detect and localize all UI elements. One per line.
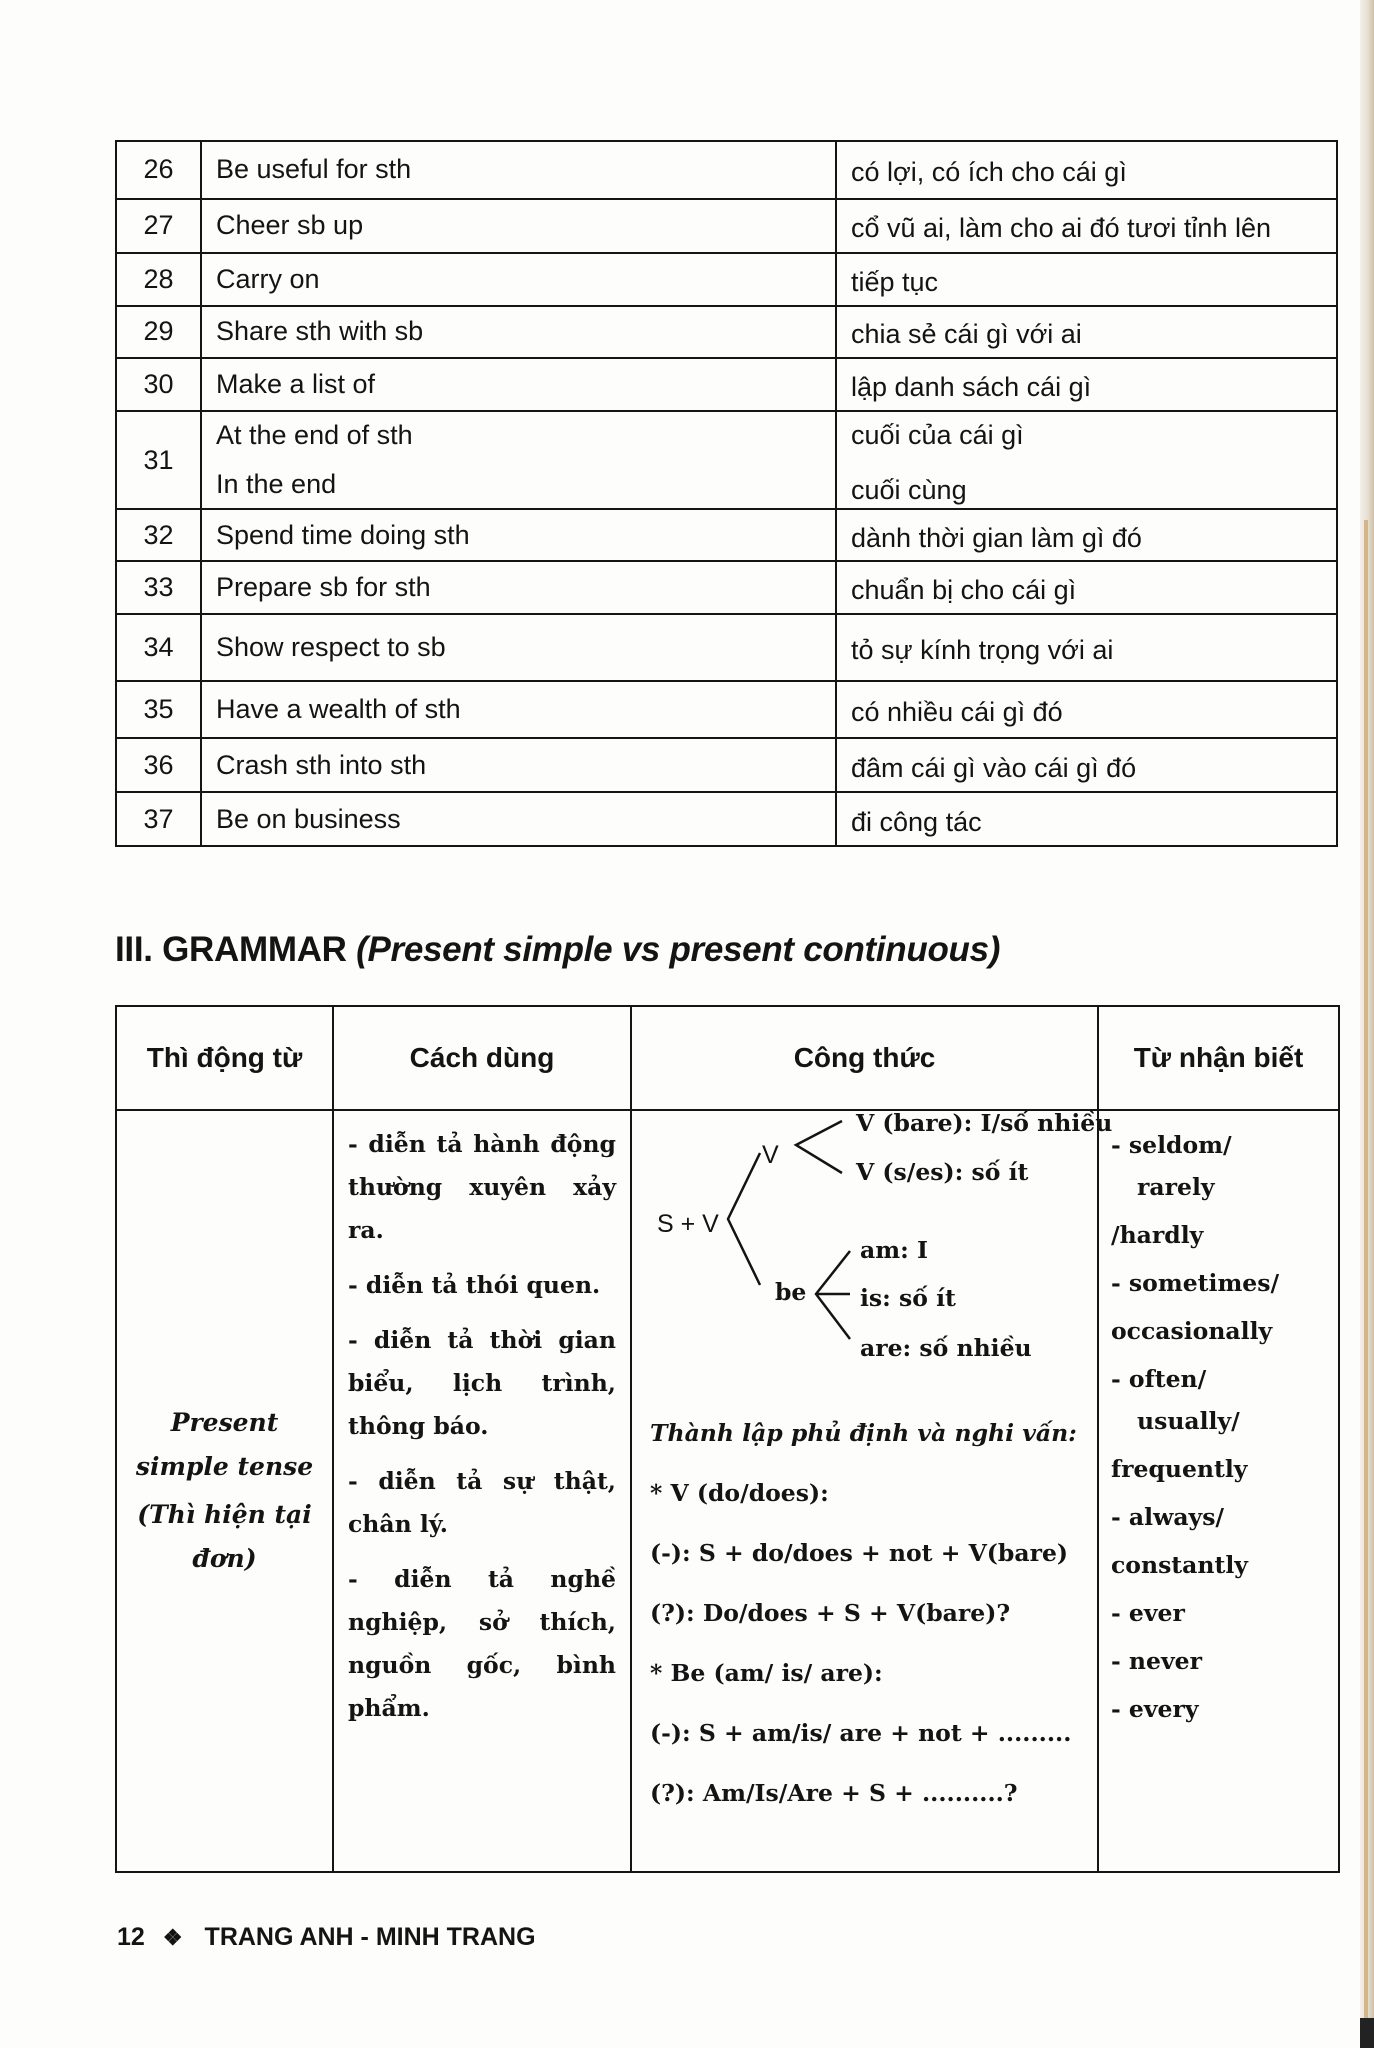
signal-word: rarely: [1137, 1173, 1215, 1201]
phrase-cell: [201, 792, 836, 846]
page-edge: [1360, 0, 1374, 2048]
meaning-cell: [836, 141, 1337, 199]
vocabulary-row: [116, 411, 1337, 509]
phrase-cell: [201, 141, 836, 199]
vocabulary-row: [116, 792, 1337, 846]
usage-item: - diễn tả sự thật, chân lý.: [348, 1467, 616, 1538]
scan-shadow: [1360, 2018, 1374, 2048]
grammar-table: [115, 1005, 1340, 1873]
header-tense: Thì động từ: [116, 1006, 333, 1110]
formula-line: (-): S + am/is/ are + not + .........: [650, 1719, 1072, 1747]
phrase-text: Prepare sb for sth: [216, 572, 431, 603]
vocabulary-row: [116, 681, 1337, 738]
row-number: 34: [116, 614, 201, 681]
phrase-text: Share sth with sb: [216, 316, 424, 347]
tense-cell: [116, 1110, 333, 1872]
usage-cell: [333, 1110, 631, 1872]
signal-word: usually/: [1137, 1407, 1240, 1435]
vocabulary-table-body: [116, 141, 1337, 846]
vocabulary-row: [116, 738, 1337, 792]
signal-word: - every: [1111, 1695, 1199, 1723]
meaning-text: chia sẻ cái gì với ai: [851, 319, 1082, 350]
formula-line: (-): S + do/does + not + V(bare): [650, 1539, 1069, 1567]
row-number: 29: [116, 306, 201, 358]
meaning-text: lập danh sách cái gì: [851, 371, 1092, 402]
vocabulary-row: [116, 509, 1337, 561]
meaning-text: cuối của cái gì: [851, 420, 1024, 450]
meaning-text: tiếp tục: [851, 266, 939, 297]
signal-word: - never: [1111, 1647, 1202, 1675]
row-number: 26: [116, 141, 201, 199]
vocabulary-row: [116, 614, 1337, 681]
tree-v-bare-label: V (bare): I/số nhiều: [856, 1109, 1113, 1137]
phrase-text: Be on business: [216, 803, 401, 834]
phrase-cell: [201, 411, 836, 509]
vocabulary-row: [116, 358, 1337, 411]
tree-branch-root: [728, 1153, 760, 1285]
tree-v-ses-label: V (s/es): số ít: [856, 1158, 1029, 1186]
formula-lines: [650, 1411, 1089, 1831]
grammar-row-present-simple: [116, 1110, 1339, 1872]
signal-word: /hardly: [1111, 1221, 1204, 1249]
signal-words-cell: [1098, 1110, 1339, 1872]
meaning-cell: [836, 199, 1337, 253]
signal-word: - seldom/: [1111, 1131, 1232, 1159]
meaning-text: có nhiều cái gì đó: [851, 697, 1063, 728]
row-number: 36: [116, 738, 201, 792]
usage-item: - diễn tả hành động thường xuyên xảy ra.: [348, 1130, 616, 1244]
vocabulary-row: [116, 199, 1337, 253]
row-number: 30: [116, 358, 201, 411]
phrase-text: Show respect to sb: [216, 632, 446, 663]
formula-cell: [631, 1109, 1113, 1872]
meaning-text: đi công tác: [851, 806, 982, 837]
phrase-cell: [201, 199, 836, 253]
tree-root-label: S + V: [657, 1210, 719, 1238]
header-usage: Cách dùng: [333, 1006, 631, 1110]
signal-word: - always/: [1111, 1503, 1225, 1531]
phrase-text: At the end of sth: [216, 420, 413, 450]
phrase-cell: [201, 509, 836, 561]
signal-word: - sometimes/: [1111, 1269, 1280, 1297]
row-number: 32: [116, 509, 201, 561]
formula-line: (?): Am/Is/Are + S + ..........?: [650, 1779, 1018, 1807]
tense-name-line2: simple tense: [135, 1452, 314, 1481]
meaning-cell: [836, 358, 1337, 411]
tree-be-am-label: am: I: [860, 1236, 928, 1264]
meaning-cell: [836, 681, 1337, 738]
row-number: 27: [116, 199, 201, 253]
signal-word: - ever: [1111, 1599, 1185, 1627]
phrase-text: Spend time doing sth: [216, 519, 470, 550]
phrase-cell: [201, 561, 836, 614]
phrase-cell: [201, 681, 836, 738]
row-number: 35: [116, 681, 201, 738]
tree-v-label: V: [762, 1141, 779, 1169]
phrase-cell: [201, 306, 836, 358]
meaning-text: dành thời gian làm gì đó: [851, 522, 1142, 553]
grammar-header-row: [116, 1006, 1339, 1110]
row-number: 31: [116, 411, 201, 509]
phrase-cell: [201, 253, 836, 306]
grammar-heading-title: III. GRAMMAR: [115, 930, 347, 969]
meaning-text: tỏ sự kính trọng với ai: [851, 635, 1114, 666]
meaning-cell: [836, 253, 1337, 306]
binding-strip: [1364, 520, 1368, 2020]
phrase-text: In the end: [216, 469, 337, 500]
meaning-text: chuẩn bị cho cái gì: [851, 575, 1077, 606]
footer-authors: TRANG ANH - MINH TRANG: [204, 1923, 536, 1951]
phrase-text: Be useful for sth: [216, 154, 412, 185]
header-signal-words: Từ nhận biết: [1098, 1006, 1339, 1110]
tree-branch-v: [796, 1121, 842, 1173]
vocabulary-row: [116, 253, 1337, 306]
signal-word: frequently: [1111, 1455, 1248, 1483]
phrase-cell: [201, 358, 836, 411]
tense-vn-line1: (Thì hiện tại: [137, 1500, 312, 1529]
row-number: 33: [116, 561, 201, 614]
usage-item: - diễn tả thói quen.: [348, 1271, 601, 1299]
tree-be-is-label: is: số ít: [860, 1284, 956, 1312]
meaning-text: cổ vũ ai, làm cho ai đó tươi tỉnh lên: [851, 213, 1271, 244]
page-number: 12: [117, 1923, 145, 1951]
vocabulary-row: [116, 561, 1337, 614]
phrase-cell: [201, 738, 836, 792]
meaning-cell: [836, 561, 1337, 614]
formula-line: * V (do/does):: [650, 1479, 829, 1507]
meaning-text: có lợi, có ích cho cái gì: [851, 157, 1127, 188]
signal-word: occasionally: [1111, 1317, 1273, 1345]
phrase-text: Cheer sb up: [216, 210, 364, 241]
formula-line: (?): Do/does + S + V(bare)?: [650, 1599, 1011, 1627]
signal-word: constantly: [1111, 1551, 1248, 1579]
formula-tree-diagram: [632, 1109, 1113, 1411]
meaning-cell: [836, 614, 1337, 681]
page-footer: [117, 1923, 536, 1952]
phrase-cell: [201, 614, 836, 681]
grammar-section-heading: [115, 930, 1000, 970]
row-number: 37: [116, 792, 201, 846]
ornament-icon: ❖: [162, 1924, 183, 1950]
row-number: 28: [116, 253, 201, 306]
grammar-heading-subtitle: (Present simple vs present continuous): [356, 930, 1001, 969]
tree-be-label: be: [775, 1278, 807, 1306]
tense-vn-line2: đơn): [192, 1544, 257, 1573]
signal-word: - often/: [1111, 1365, 1207, 1393]
meaning-text: đâm cái gì vào cái gì đó: [851, 752, 1137, 783]
usage-item: - diễn tả nghề nghiệp, sở thích, nguồn gốc, bình phẩm.: [348, 1565, 616, 1722]
tense-name-line1: Present: [170, 1408, 279, 1437]
phrase-text: Have a wealth of sth: [216, 694, 461, 725]
header-formula: Công thức: [631, 1006, 1098, 1110]
vocabulary-row: [116, 141, 1337, 199]
meaning-text: cuối cùng: [851, 475, 967, 506]
meaning-cell: [836, 738, 1337, 792]
vocabulary-row: [116, 306, 1337, 358]
vocabulary-table: [115, 140, 1338, 847]
formula-line: * Be (am/ is/ are):: [650, 1659, 883, 1687]
usage-item: - diễn tả thời gian biểu, lịch trình, thông báo.: [348, 1326, 616, 1440]
meaning-cell: [836, 306, 1337, 358]
phrase-text: Carry on: [216, 263, 320, 294]
meaning-cell: [836, 509, 1337, 561]
phrase-text: Make a list of: [216, 368, 376, 399]
formula-line: Thành lập phủ định và nghi vấn:: [650, 1419, 1077, 1447]
meaning-cell: [836, 411, 1337, 509]
tree-be-are-label: are: số nhiều: [860, 1334, 1032, 1362]
phrase-text: Crash sth into sth: [216, 749, 427, 780]
meaning-cell: [836, 792, 1337, 846]
